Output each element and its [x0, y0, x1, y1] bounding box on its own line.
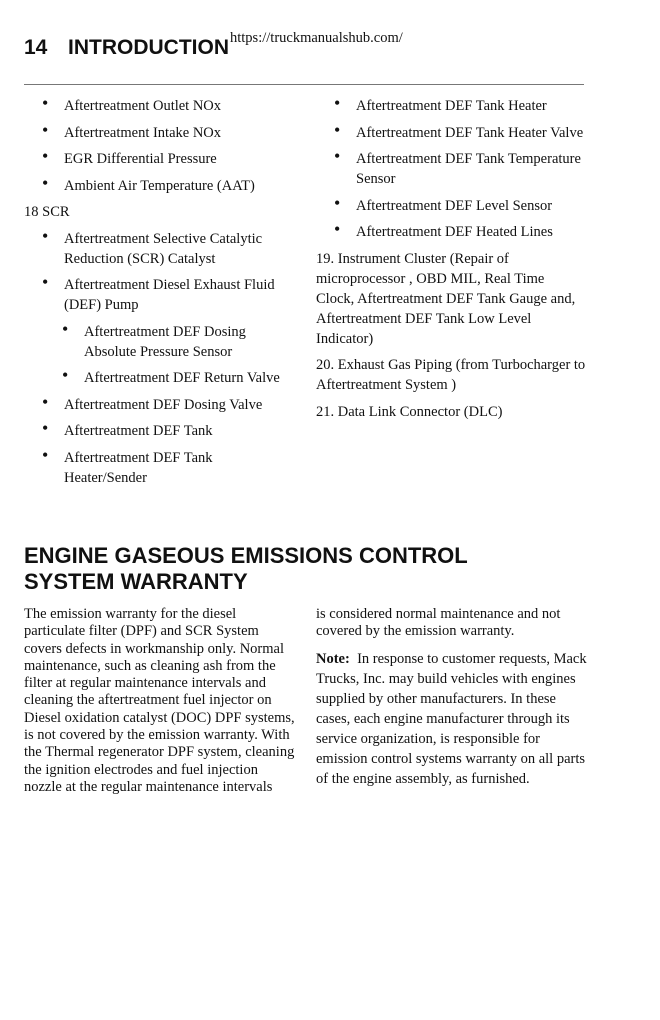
numbered-item-19: 19. Instrument Cluster (Repair of microprocessor , OBD MIL, Real Time Clock, Aftertreatment DEF Tank Gauge and, Aftertreatment DEF Tank Low Level Indicator) — [316, 250, 576, 347]
section-heading-line2: SYSTEM WARRANTY — [24, 569, 248, 594]
list-item: • Aftertreatment DEF Level Sensor — [316, 196, 586, 216]
note-label: Note: — [316, 650, 350, 667]
list-item: • Aftertreatment Selective Catalytic Reduction (SCR) Catalyst — [24, 229, 296, 269]
sensor-list — [24, 96, 296, 196]
list-item: • Aftertreatment DEF Heated Lines — [316, 222, 586, 242]
numbered-item-20: 20. Exhaust Gas Piping (from Turbocharger to Aftertreatment System ) — [316, 357, 586, 393]
scr-list — [24, 229, 296, 488]
right-column — [316, 96, 586, 428]
warranty-paragraph-left — [24, 606, 296, 796]
numbered-item-21: 21. Data Link Connector (DLC) — [316, 403, 503, 420]
list-item: • Aftertreatment Intake NOx — [24, 123, 296, 143]
list-subitem: • Aftertreatment DEF Dosing Absolute Pressure Sensor — [24, 322, 296, 362]
section-heading-line1: ENGINE GASEOUS EMISSIONS CONTROL — [24, 543, 468, 568]
note-paragraph — [316, 649, 588, 789]
group-label-scr: 18 SCR — [24, 204, 70, 220]
list-item: • Aftertreatment DEF Tank Heater Valve — [316, 123, 586, 143]
paragraph-text: The emission warranty for the diesel particulate filter (DPF) and SCR System covers defects in workmanship only. Normal maintenance, such as cleaning ash from the filter at regular maintenance intervals and cleaning the aftertreatment fuel injector on Diesel oxidation catalyst (DOC) DPF systems, is not covered by the emission warranty. With the Thermal regenerator DPF system, cleaning the ignition electrodes and fuel injection nozzle at the regular maintenance intervals — [24, 606, 295, 795]
list-item: • Aftertreatment DEF Tank — [24, 421, 296, 441]
note-text: In response to customer requests, Mack Trucks, Inc. may build vehicles with engines supplied by other manufacturers. In these cases, each engine manufacturer through its service organization, is responsible for emission control systems warranty on all parts of the engine assembly, as furnished. — [316, 650, 587, 787]
left-column — [24, 96, 296, 494]
list-item: • Aftertreatment DEF Dosing Valve — [24, 395, 296, 415]
warranty-paragraph-right — [316, 606, 588, 789]
list-item: • Aftertreatment DEF Tank Temperature Sensor — [316, 149, 586, 189]
header-divider — [24, 84, 584, 85]
list-item: • EGR Differential Pressure — [24, 149, 296, 169]
watermark-url: https://truckmanualshub.com/ — [230, 30, 403, 46]
list-item: • Ambient Air Temperature (AAT) — [24, 176, 296, 196]
section-title: INTRODUCTION — [68, 36, 229, 59]
list-subitem: • Aftertreatment DEF Return Valve — [24, 368, 296, 388]
list-item: • Aftertreatment DEF Tank Heater — [316, 96, 586, 116]
list-item: • Aftertreatment Diesel Exhaust Fluid (DEF) Pump — [24, 275, 296, 315]
page-header — [24, 30, 584, 86]
list-item: • Aftertreatment DEF Tank Heater/Sender — [24, 448, 296, 488]
section-heading — [24, 543, 584, 595]
def-list — [316, 96, 586, 242]
page-number: 14 — [24, 36, 48, 59]
list-item: • Aftertreatment Outlet NOx — [24, 96, 296, 116]
paragraph-continuation: is considered normal maintenance and not covered by the emission warranty. — [316, 606, 561, 640]
